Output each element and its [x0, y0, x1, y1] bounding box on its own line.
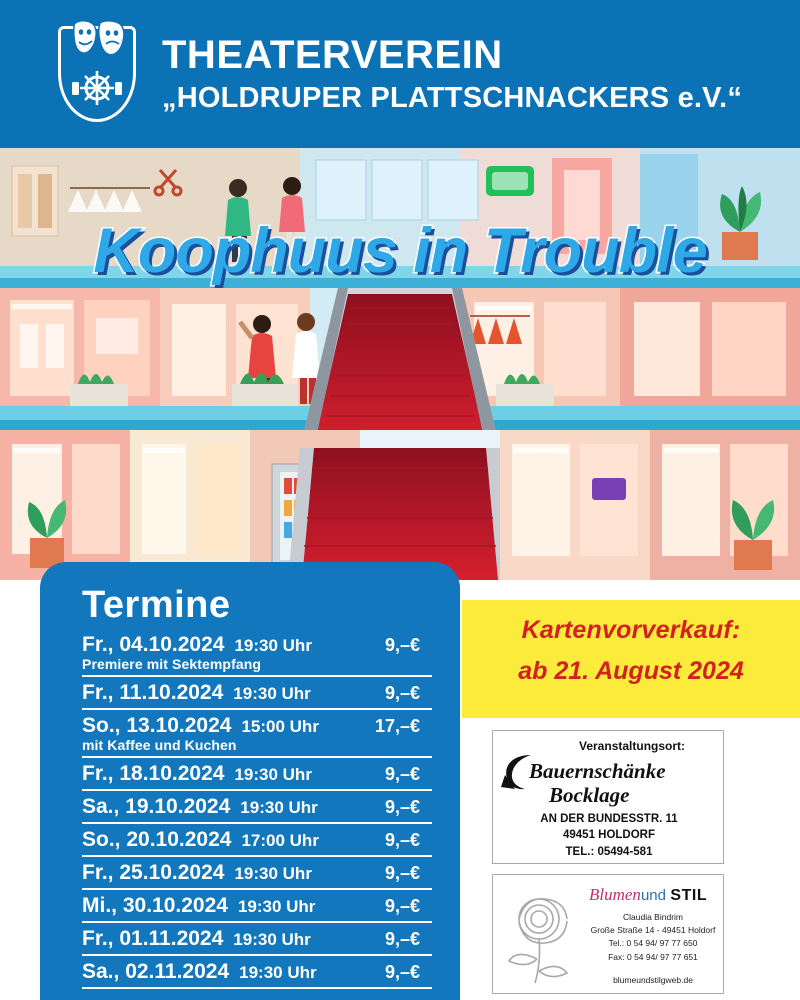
termin-row	[82, 824, 432, 857]
termin-row	[82, 956, 432, 989]
termin-date: So., 13.10.2024	[82, 714, 232, 737]
termin-row	[82, 923, 432, 956]
termin-price: 9,–€	[384, 896, 420, 916]
termin-date: Sa., 02.11.2024	[82, 960, 230, 983]
termin-time: 19:30 Uhr	[240, 798, 318, 817]
termin-date: Fr., 04.10.2024	[82, 633, 225, 656]
termin-time: 19:30 Uhr	[234, 765, 312, 784]
termin-date: Fr., 01.11.2024	[82, 927, 224, 950]
termin-row	[82, 677, 432, 710]
sponsor-name: Claudia Bindrim	[623, 912, 683, 922]
termin-date: Mi., 30.10.2024	[82, 894, 228, 917]
venue-address	[493, 811, 725, 860]
sponsor-contact	[585, 911, 721, 964]
termin-note: Premiere mit Sektempfang	[82, 656, 262, 672]
termin-time: 19:30 Uhr	[233, 930, 311, 949]
mall-illustration	[0, 148, 800, 580]
termin-time: 19:30 Uhr	[237, 897, 316, 916]
venue-name-line1: Bauernschänke	[529, 759, 666, 783]
termin-date: Fr., 25.10.2024	[82, 861, 225, 884]
termin-price: 9,–€	[384, 797, 420, 817]
theater-masks-icon	[70, 20, 128, 62]
termin-time: 19:30 Uhr	[234, 864, 312, 883]
sponsor-logo	[589, 885, 707, 905]
venue-city: 49451 HOLDORF	[562, 829, 656, 842]
termin-date: Fr., 11.10.2024	[82, 681, 224, 704]
theater-crest	[58, 26, 136, 122]
termin-time: 19:30 Uhr	[239, 963, 317, 982]
termin-price: 9,–€	[384, 635, 420, 655]
sponsor-card	[492, 874, 724, 994]
venue-name-line2: Bocklage	[549, 783, 630, 807]
vorverkauf-date: ab 21. August 2024	[518, 657, 744, 685]
sponsor-tel: Tel.: 0 54 94/ 97 77 650	[608, 938, 698, 949]
venue-card	[492, 730, 724, 864]
termin-time: 15:00 Uhr	[241, 717, 319, 736]
termine-heading: Termine	[82, 584, 231, 626]
sponsor-fax: Fax: 0 54 94/ 97 77 651	[608, 951, 698, 962]
termin-time: 19:30 Uhr	[234, 636, 312, 655]
termin-date: Sa., 19.10.2024	[82, 795, 231, 818]
termin-row	[82, 629, 432, 677]
sponsor-logo-script: Blumen	[589, 885, 641, 904]
termin-time: 17:00 Uhr	[241, 831, 319, 850]
org-title-block	[162, 34, 742, 115]
termin-price: 17,–€	[374, 716, 420, 736]
org-title: THEATERVEREIN	[162, 32, 503, 77]
termin-row	[82, 758, 432, 791]
poster-header	[0, 0, 800, 148]
sponsor-logo-amp: und	[640, 887, 666, 904]
termin-date: So., 20.10.2024	[82, 828, 232, 851]
termin-price: 9,–€	[384, 863, 420, 883]
termin-date: Fr., 18.10.2024	[82, 762, 225, 785]
termin-price: 9,–€	[384, 764, 420, 784]
rose-icon	[499, 883, 585, 987]
termin-price: 9,–€	[384, 683, 420, 703]
termin-row	[82, 890, 432, 923]
sponsor-logo-bold: STIL	[670, 887, 708, 904]
sponsor-website: blumeundstilgweb.de	[613, 975, 693, 985]
termine-panel	[40, 562, 460, 1000]
org-subtitle: „HOLDRUPER PLATTSCHNACKERS e.V.“	[162, 81, 743, 114]
termin-row	[82, 857, 432, 890]
termin-note: mit Kaffee und Kuchen	[82, 737, 237, 753]
termin-price: 9,–€	[384, 962, 420, 982]
venue-label: Veranstaltungsort:	[579, 739, 686, 753]
termin-time: 19:30 Uhr	[233, 684, 311, 703]
vorverkauf-banner	[462, 600, 800, 718]
termin-row	[82, 791, 432, 824]
spinning-wheel-icon	[67, 66, 127, 110]
venue-phone: TEL.: 05494-581	[565, 845, 653, 858]
venue-street: AN DER BUNDESSTR. 11	[540, 813, 678, 825]
termin-row	[82, 710, 432, 758]
sponsor-street: Große Straße 14 - 49451 Holdorf	[590, 925, 716, 936]
vorverkauf-label: Kartenvorverkauf:	[521, 616, 741, 644]
termin-price: 9,–€	[384, 830, 420, 850]
termin-price: 9,–€	[384, 929, 420, 949]
show-title: Koophuus in Trouble	[93, 216, 707, 286]
